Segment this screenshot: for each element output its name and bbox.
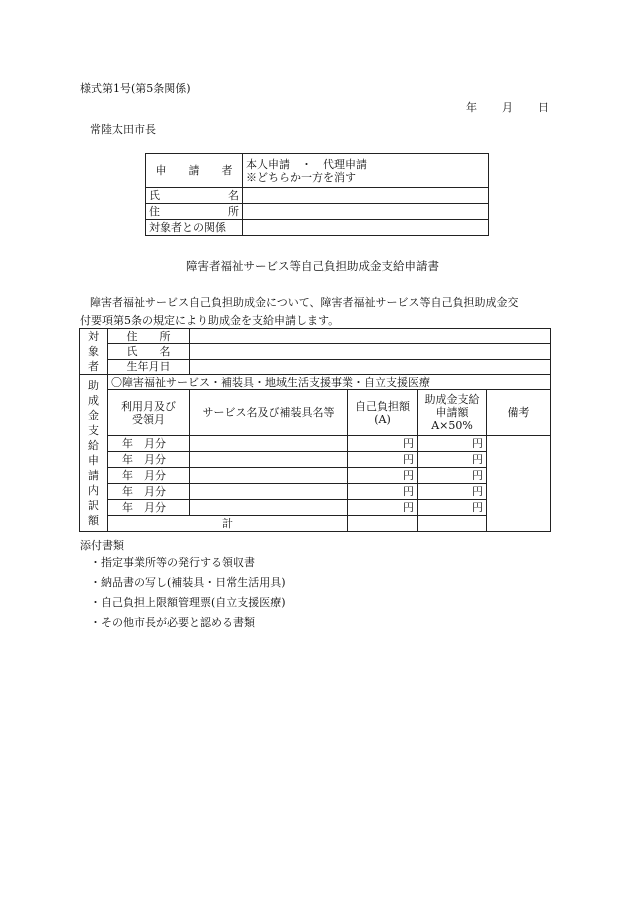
row-service-field[interactable] bbox=[190, 468, 348, 484]
form-number: 様式第1号(第5条関係) bbox=[80, 82, 191, 95]
applicant-type-note: ※どちらか一方を消す bbox=[246, 170, 356, 184]
date-month-label: 月 bbox=[502, 101, 513, 114]
grant-header: 助 成 金 支 給 申 請 内 訳 額 bbox=[80, 375, 108, 532]
subject-address-field[interactable] bbox=[190, 329, 551, 344]
row-grant-amount[interactable]: 円 bbox=[418, 452, 487, 468]
row-month[interactable]: 年 月分 bbox=[108, 468, 190, 484]
list-item: ・自己負担上限額管理票(自立支援医療) bbox=[90, 596, 286, 609]
subject-birth-label: 生年月日 bbox=[108, 359, 190, 374]
address-label: 住 所 bbox=[146, 204, 243, 220]
subject-header: 対 象 者 bbox=[80, 329, 108, 375]
list-item: ・指定事業所等の発行する領収書 bbox=[90, 556, 255, 569]
row-month[interactable]: 年 月分 bbox=[108, 484, 190, 500]
row-self-pay[interactable]: 円 bbox=[348, 452, 418, 468]
date-year-label: 年 bbox=[466, 101, 477, 114]
total-grant-field[interactable] bbox=[418, 516, 487, 532]
row-grant-amount[interactable]: 円 bbox=[418, 436, 487, 452]
notes-field[interactable] bbox=[487, 436, 551, 532]
subject-birth-field[interactable] bbox=[190, 359, 551, 374]
row-service-field[interactable] bbox=[190, 452, 348, 468]
table-row bbox=[80, 452, 551, 468]
table-row bbox=[80, 468, 551, 484]
grant-table bbox=[79, 328, 551, 532]
row-service-field[interactable] bbox=[190, 436, 348, 452]
row-month[interactable]: 年 月分 bbox=[108, 436, 190, 452]
subject-name-label: 氏 名 bbox=[108, 344, 190, 359]
total-row bbox=[80, 516, 551, 532]
applicant-table bbox=[145, 153, 489, 236]
table-row bbox=[80, 436, 551, 452]
total-self-pay-field[interactable] bbox=[348, 516, 418, 532]
row-service-field[interactable] bbox=[190, 500, 348, 516]
table-row bbox=[80, 500, 551, 516]
subject-name-field[interactable] bbox=[190, 344, 551, 359]
row-month[interactable]: 年 月分 bbox=[108, 452, 190, 468]
subject-address-label: 住 所 bbox=[108, 329, 190, 344]
intro-line-2: 付要項第5条の規定により助成金を支給申請します。 bbox=[80, 314, 340, 327]
document-title: 障害者福祉サービス等自己負担助成金支給申請書 bbox=[186, 259, 439, 273]
row-self-pay[interactable]: 円 bbox=[348, 468, 418, 484]
row-month[interactable]: 年 月分 bbox=[108, 500, 190, 516]
list-item: ・納品書の写し(補装具・日常生活用具) bbox=[90, 576, 286, 589]
row-self-pay[interactable]: 円 bbox=[348, 484, 418, 500]
addressee: 常陸太田市長 bbox=[90, 123, 156, 136]
date-day-label: 日 bbox=[538, 101, 549, 114]
col-header-month: 利用月及び 受領月 bbox=[108, 390, 190, 436]
relation-field[interactable] bbox=[243, 220, 489, 236]
list-item: ・その他市長が必要と認める書類 bbox=[90, 616, 255, 629]
row-self-pay[interactable]: 円 bbox=[348, 436, 418, 452]
row-grant-amount[interactable]: 円 bbox=[418, 468, 487, 484]
category-options[interactable]: 〇障害福祉サービス・補装具・地域生活支援事業・自立支援医療 bbox=[108, 375, 551, 390]
row-grant-amount[interactable]: 円 bbox=[418, 500, 487, 516]
name-field[interactable] bbox=[243, 188, 489, 204]
row-grant-amount[interactable]: 円 bbox=[418, 484, 487, 500]
total-label: 計 bbox=[108, 516, 348, 532]
col-header-service: サービス名及び補装具名等 bbox=[190, 390, 348, 436]
row-service-field[interactable] bbox=[190, 484, 348, 500]
col-header-grant-amount: 助成金支給 申請額 A×50% bbox=[418, 390, 487, 436]
row-self-pay[interactable]: 円 bbox=[348, 500, 418, 516]
attachments-list bbox=[90, 553, 286, 633]
applicant-label: 申 請 者 bbox=[146, 154, 243, 188]
name-label: 氏 名 bbox=[146, 188, 243, 204]
table-row bbox=[80, 484, 551, 500]
address-field[interactable] bbox=[243, 204, 489, 220]
applicant-type-cell[interactable] bbox=[243, 154, 489, 188]
relation-label: 対象者との関係 bbox=[146, 220, 243, 236]
applicant-type-options: 本人申請 ・ 代理申請 bbox=[246, 157, 367, 171]
col-header-notes: 備考 bbox=[487, 390, 551, 436]
col-header-self-pay: 自己負担額 (A) bbox=[348, 390, 418, 436]
attachments-heading: 添付書類 bbox=[80, 539, 124, 552]
intro-line-1: 障害者福祉サービス自己負担助成金について、障害者福祉サービス等自己負担助成金交 bbox=[90, 296, 519, 309]
